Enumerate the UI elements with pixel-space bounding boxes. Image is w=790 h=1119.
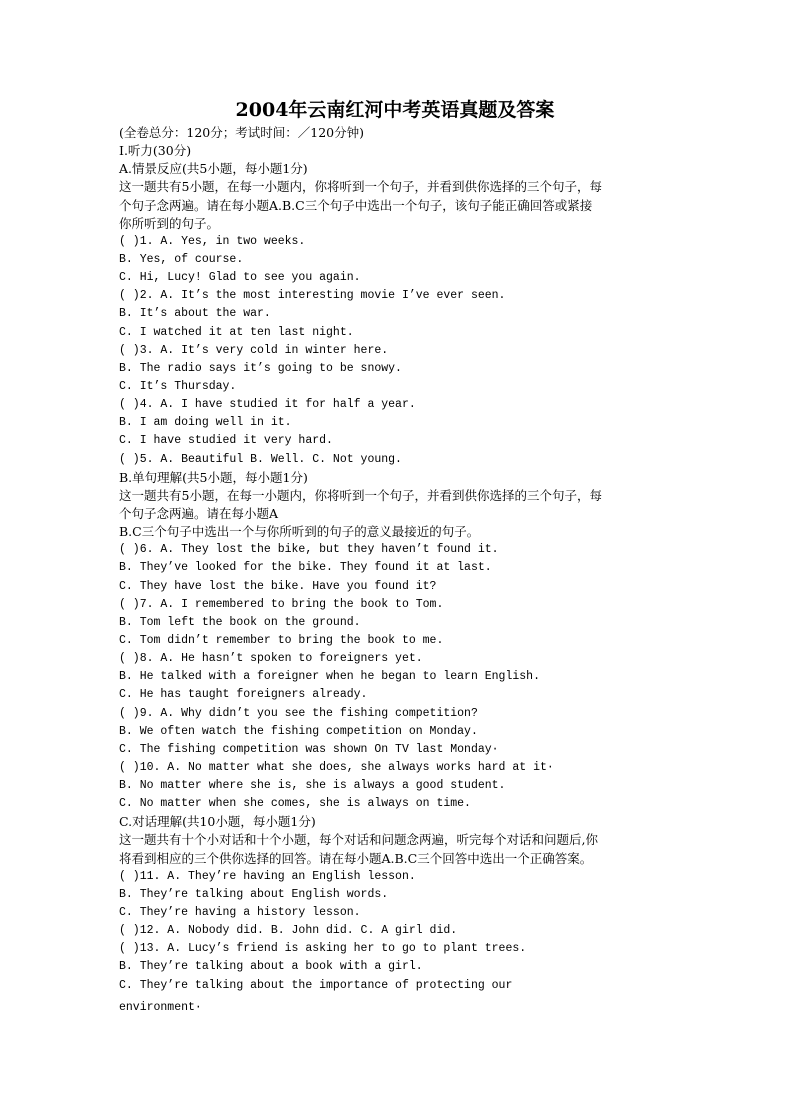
option-line: C. He has taught foreigners already.	[119, 688, 368, 702]
question-line: ( )9. A. Why didn’t you see the fishing competition?	[119, 706, 478, 720]
option-line: C. They have lost the bike. Have you found it?	[119, 579, 437, 593]
instruction-line: 这一题共有5小题，在每一小题内，你将听到一个句子，并看到供你选择的三个句子，每	[119, 179, 602, 195]
option-line: B. I am doing well in it.	[119, 416, 292, 430]
question-line: ( )11. A. They’re having an English lesson.	[119, 869, 416, 883]
instruction-line: 这一题共有5小题，在每一小题内，你将听到一个句子，并看到供你选择的三个句子，每	[119, 487, 602, 503]
option-line: B. He talked with a foreigner when he began to learn English.	[119, 670, 540, 684]
instruction-line: 这一题共有十个小对话和十个小题，每个对话和问题念两遍，听完每个对话和问题后,你	[119, 832, 598, 848]
option-line: C. Tom didn’t remember to bring the book to me.	[119, 633, 444, 647]
subsection-heading: A.情景反应(共5小题，每小题1分)	[119, 161, 308, 177]
exam-info: (全卷总分：120分；考试时间：／120分钟)	[119, 125, 364, 140]
question-line: ( )12. A. Nobody did. B. John did. C. A girl did.	[119, 924, 458, 938]
instruction-line: 将看到相应的三个供你选择的回答。请在每小题A.B.C三个回答中选出一个正确答案。	[119, 850, 593, 866]
option-line: B. It’s about the war.	[119, 307, 271, 321]
question-line: ( )7. A. I remembered to bring the book to Tom.	[119, 597, 444, 611]
subsection-heading: C.对话理解(共10小题，每小题1分)	[119, 814, 316, 830]
option-line: B. No matter where she is, she is always a good student.	[119, 779, 506, 793]
question-line: ( )2. A. It’s the most interesting movie I’ve ever seen.	[119, 289, 506, 303]
question-line: ( )4. A. I have studied it for half a year.	[119, 398, 416, 412]
option-line: C. They’re talking about the importance of protecting our	[119, 978, 513, 992]
question-line: ( )3. A. It’s very cold in winter here.	[119, 343, 389, 357]
option-line: C. I have studied it very hard.	[119, 434, 333, 448]
instruction-line: 你所听到的句子。	[119, 215, 220, 231]
option-line-continuation: environment·	[119, 1000, 202, 1014]
question-line: ( )1. A. Yes, in two weeks.	[119, 234, 306, 248]
option-line: C. I watched it at ten last night.	[119, 325, 354, 339]
question-line: ( )13. A. Lucy’s friend is asking her to go to plant trees.	[119, 942, 527, 956]
option-line: B. Yes, of course.	[119, 252, 244, 266]
question-line: ( )6. A. They lost the bike, but they haven’t found it.	[119, 543, 499, 557]
option-line: C. No matter when she comes, she is always on time.	[119, 797, 471, 811]
option-line: B. They’re talking about English words.	[119, 887, 389, 901]
document-title: 2004年云南红河中考英语真题及答案	[235, 99, 555, 121]
instruction-line: 个句子念两遍。请在每小题A	[119, 505, 279, 521]
option-line: B. Tom left the book on the ground.	[119, 615, 361, 629]
document-body	[119, 124, 679, 1017]
option-line: B. They’ve looked for the bike. They found it at last.	[119, 561, 492, 575]
option-line: B. We often watch the fishing competition on Monday.	[119, 724, 478, 738]
instruction-line: 个句子念两遍。请在每小题A.B.C三个句子中选出一个句子，该句子能正确回答或紧接	[119, 197, 593, 213]
question-line: ( )10. A. No matter what she does, she always works hard at it·	[119, 760, 554, 774]
question-line: ( )5. A. Beautiful B. Well. C. Not young.	[119, 452, 402, 466]
section-heading: I.听力(30分)	[119, 143, 192, 159]
option-line: C. The fishing competition was shown On TV last Monday·	[119, 742, 499, 756]
option-line: C. It’s Thursday.	[119, 379, 237, 393]
option-line: C. Hi, Lucy! Glad to see you again.	[119, 271, 361, 285]
subsection-heading: B.单句理解(共5小题，每小题1分)	[119, 469, 308, 485]
instruction-line: B.C三个句子中选出一个与你所听到的句子的意义最接近的句子。	[119, 524, 480, 540]
option-line: C. They’re having a history lesson.	[119, 906, 361, 920]
option-line: B. The radio says it’s going to be snowy.	[119, 361, 402, 375]
option-line: B. They’re talking about a book with a girl.	[119, 960, 423, 974]
question-line: ( )8. A. He hasn’t spoken to foreigners yet.	[119, 652, 423, 666]
